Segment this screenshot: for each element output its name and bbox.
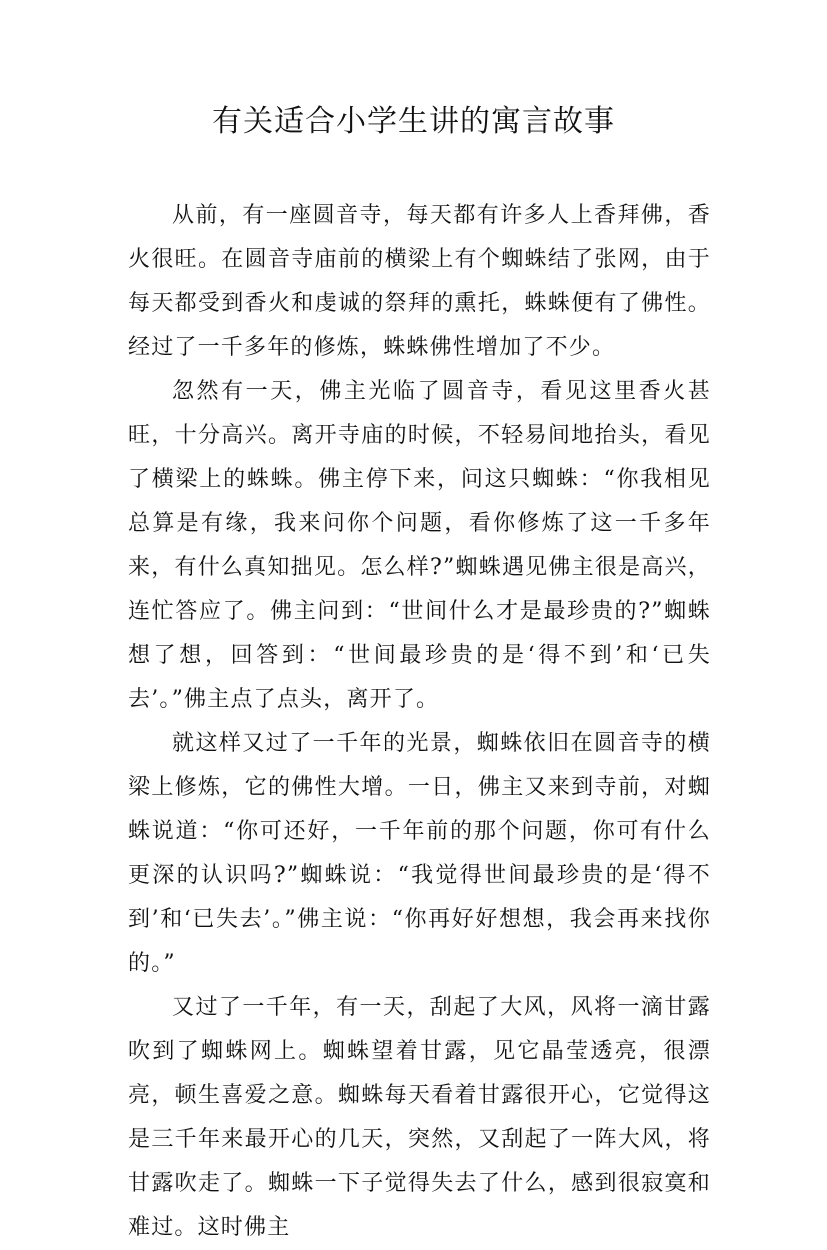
document-title: 有关适合小学生讲的寓言故事 xyxy=(212,104,615,139)
paragraph: 又过了一千年，有一天，刮起了大风，风将一滴甘露吹到了蜘蛛网上。蜘蛛望着甘露，见它晶莹透亮，很漂亮，顿生喜爱之意。蜘蛛每天看着甘露很开心，它觉得这是三千年来最开心的几天，突然，又刮起了一阵大风，将甘露吹走了。蜘蛛一下子觉得失去了什么，感到很寂寞和难过。这时佛主 xyxy=(128,995,711,1240)
paragraph: 忽然有一天，佛主光临了圆音寺，看见这里香火甚旺，十分高兴。离开寺庙的时候，不轻易间地抬头，看见了横梁上的蛛蛛。佛主停下来，问这只蜘蛛：“你我相见总算是有缘，我来问你个问题，看你修炼了这一千多年来，有什么真知拙见。怎么样?”蜘蛛遇见佛主很是高兴，连忙答应了。佛主问到：“世间什么才是最珍贵的?”蜘蛛想了想，回答到：“世间最珍贵的是‘得不到’和‘已失去’。”佛主点了点头，离开了。 xyxy=(128,379,711,712)
paragraph: 就这样又过了一千年的光景，蜘蛛依旧在圆音寺的横梁上修炼，它的佛性大增。一日，佛主又来到寺前，对蜘蛛说道：“你可还好，一千年前的那个问题，你可有什么更深的认识吗?”蜘蛛说：“我觉得世间最珍贵的是‘得不到’和‘已失去’。”佛主说：“你再好好想想，我会再来找你的。” xyxy=(128,731,711,976)
paragraph: 从前，有一座圆音寺，每天都有许多人上香拜佛，香火很旺。在圆音寺庙前的横梁上有个蜘蛛结了张网，由于每天都受到香火和虔诚的祭拜的熏托，蛛蛛便有了佛性。经过了一千多年的修炼，蛛蛛佛性增加了不少。 xyxy=(128,203,711,360)
document-body xyxy=(128,194,711,1250)
